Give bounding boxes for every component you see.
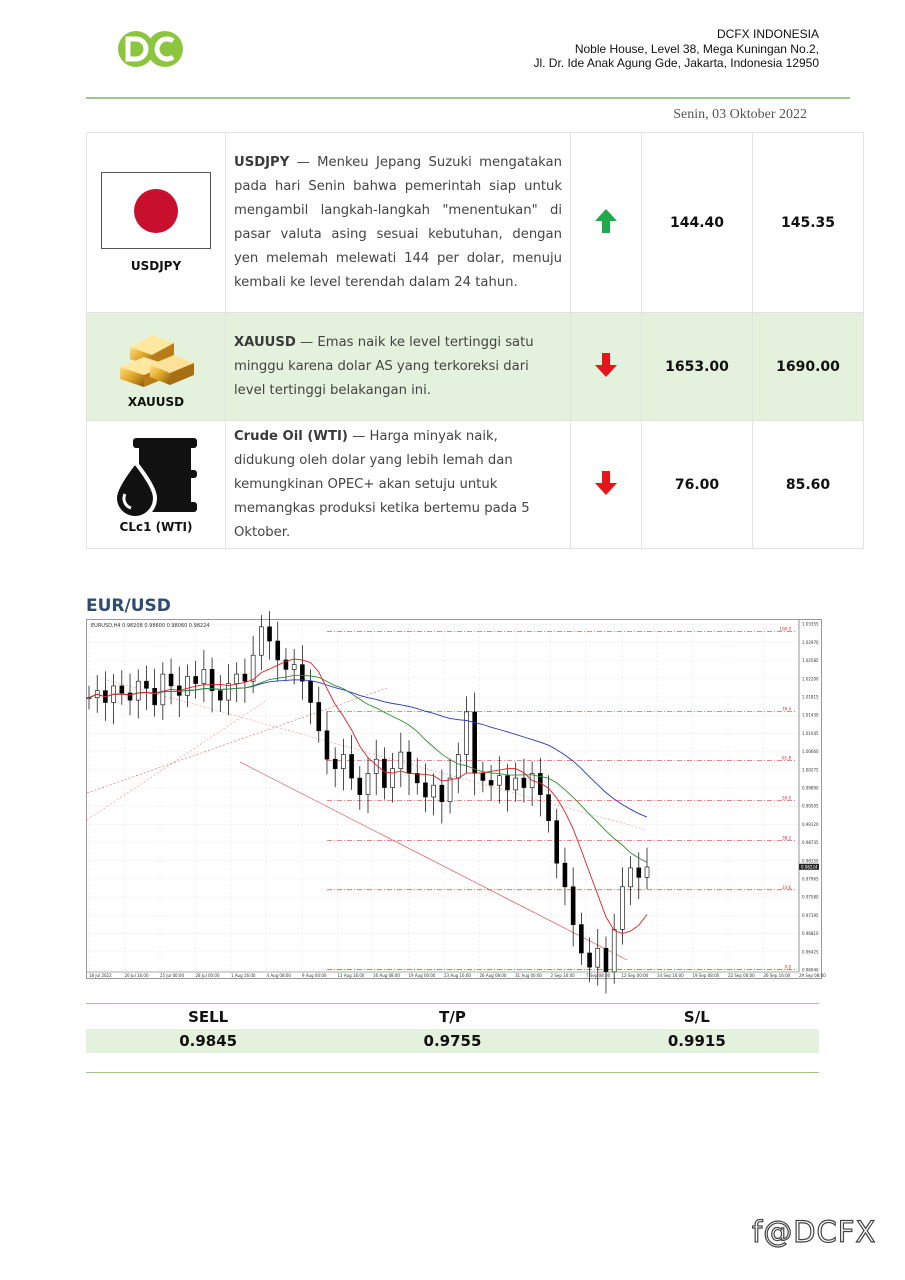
candle-body [153,688,157,705]
level-2: 145.35 [753,133,864,313]
tp-value: 0.9755 [330,1029,574,1053]
commentary-text: — Harga minyak naik, didukung oleh dolar yang lebih lemah dan kemungkinan OPEC+ akan setuju untuk memangkas produksi ketika bertemu pada 5 Oktober. [234,428,530,540]
candle-body [87,698,91,699]
candle-body [448,778,452,802]
candle-body [161,674,165,705]
candle-body [440,785,444,802]
y-tick-label: 0.97580 [802,894,819,900]
candle-body [588,953,592,967]
level-1: 144.40 [642,133,753,313]
x-tick-label: 2 Sep 16:00 [550,973,575,978]
candle-body [341,754,345,768]
x-tick-label: 22 Sep 00:00 [728,973,755,978]
oil-barrel-icon [111,436,201,518]
candle-body [210,669,214,690]
x-tick-label: 20 Jul 16:00 [124,973,149,978]
candle-body [555,821,559,864]
arrow-down-icon [594,352,618,378]
y-tick-label: 0.97195 [802,912,819,918]
y-tick-label: 1.00275 [802,767,819,773]
instrument-commentary [226,133,571,313]
candle-body [169,674,173,686]
candle-body [579,925,583,953]
gold-bars-icon [116,325,196,389]
candle-body [489,780,493,785]
candle-body [251,655,255,681]
candle-body [645,867,649,877]
candle-body [128,693,132,700]
candle-body [300,665,304,682]
candle-body [571,887,575,925]
candle-body [407,752,411,773]
trend-line [87,688,387,793]
chart-header: EURUSD,H4 0.98208 0.98600 0.98060 0.98224 [91,623,210,629]
instrument-symbol: XAUUSD [127,394,185,409]
report-date: Senin, 03 Oktober 2022 [673,107,807,122]
x-tick-label: 29 Sep 08:00 [799,973,826,978]
table-row [87,133,864,313]
candle-body [563,863,567,887]
table-row [87,313,864,421]
x-tick-label: 12 Sep 00:00 [621,973,649,978]
arrow-up-icon [594,208,618,234]
trend-line [107,680,647,830]
candle-body [366,773,370,794]
candle-body [547,795,551,821]
y-tick-label: 0.98735 [802,840,819,846]
japan-flag-icon [101,172,211,249]
candle-body [259,627,263,655]
candle-body [309,681,313,702]
x-tick-label: 7 Sep 08:00 [586,973,611,978]
company-name: DCFX INDONESIA [716,27,819,41]
candle-body [604,948,608,972]
candle-body [522,778,526,787]
instrument-commentary [226,421,571,549]
fib-label: 38.2 [782,835,791,841]
x-tick-label: 16 Aug 08:00 [373,973,400,978]
candle-body [120,686,124,693]
candle-body [144,681,148,688]
y-tick-label: 0.97965 [802,876,819,882]
y-tick-label: 0.96040 [802,967,819,973]
x-tick-label: 23 Aug 16:00 [444,973,471,978]
header-divider [86,97,850,99]
y-tick-label: 0.96425 [802,949,819,955]
sell-header: SELL [188,1008,229,1026]
fib-label: 0.0 [784,964,791,970]
y-tick-label: 0.96810 [802,931,819,937]
x-tick-label: 26 Sep 16:00 [763,973,791,978]
candle-body [514,778,518,790]
level-2: 85.60 [753,421,864,549]
candle-body [432,785,436,797]
company-address [533,27,819,71]
candle-body [243,674,247,681]
candle-body [218,691,222,700]
candle-body [292,665,296,670]
y-tick-label: 1.03355 [802,621,819,627]
x-tick-label: 1 Aug 16:00 [231,973,256,978]
y-tick-label: 1.02585 [802,658,819,664]
arrow-down-icon [594,470,618,496]
candle-body [620,887,624,930]
x-tick-label: 19 Sep 08:00 [692,973,720,978]
y-tick-label: 1.01045 [802,730,819,736]
candle-body [276,641,280,660]
candle-body [317,702,321,730]
x-tick-label: 19 Aug 00:00 [408,973,436,978]
candle-body [391,769,395,788]
level-1: 76.00 [642,421,753,549]
candle-body [235,674,239,683]
candle-body [325,731,329,759]
section-title: EUR/USD [86,596,171,616]
y-tick-label: 1.00660 [802,749,819,755]
tp-header: T/P [439,1008,466,1026]
commentary-text: — Emas naik ke level tertinggi satu minggu karena dolar AS yang terkoreksi dari level tertinggi belakangan ini. [234,334,534,398]
address-line-1: Noble House, Level 38, Mega Kuningan No.2, [574,41,819,56]
y-tick-label: 1.02970 [802,639,819,645]
footer-brand: f@DCFX [752,1215,877,1249]
level-1: 1653.00 [642,313,753,421]
fib-label: 100.0 [779,626,791,632]
sl-value: 0.9915 [575,1029,819,1053]
trade-table-top-rule [86,1003,819,1004]
fib-label: 76.4 [782,706,791,712]
sell-value: 0.9845 [86,1029,330,1053]
instruments-table [86,132,864,549]
table-row [87,421,864,549]
candle-body [136,681,140,700]
candle-body [629,868,633,887]
x-tick-label: 26 Aug 08:00 [479,973,507,978]
candle-body [382,759,386,787]
direction-cell [571,133,642,313]
candle-body [333,759,337,768]
y-tick-label: 0.99120 [802,821,819,827]
candle-body [350,754,354,778]
candle-body [185,676,189,695]
candle-body [194,676,198,683]
x-tick-label: 14 Sep 16:00 [657,973,684,978]
instrument-title: USDJPY [234,154,290,170]
y-tick-label: 1.02200 [802,676,819,682]
y-tick-label: 1.01815 [802,694,819,700]
direction-cell [571,421,642,549]
trend-line [87,700,267,820]
direction-cell [571,313,642,421]
instrument-symbol: CLc1 (WTI) [119,519,193,534]
commentary-text: — Menkeu Jepang Suzuki mengatakan pada hari Senin bahwa pemerintah siap untuk mengambil langkah-langkah "menentukan" di pasar valuta asing sesuai kebutuhan, dengan yen melemah melewati 144 per dolar, menuju kembali ke level terendah dalam 24 tahun. [234,154,562,290]
instrument-title: Crude Oil (WTI) [234,428,348,444]
instrument-commentary [226,313,571,421]
instrument-icon-cell [87,421,226,549]
x-tick-label: 18 Jul 2022 [89,973,112,978]
x-tick-label: 25 Jul 00:00 [160,973,184,978]
y-tick-label: 1.01430 [802,712,819,718]
x-tick-label: 9 Aug 00:00 [302,973,327,978]
trade-values-row [86,1029,819,1053]
y-tick-label: 0.99505 [802,803,819,809]
candle-body [202,669,206,683]
x-tick-label: 28 Jul 00:00 [195,973,220,978]
candle-body [415,773,419,782]
eurusd-chart [86,619,826,979]
sl-header: S/L [683,1008,710,1026]
candle-body [358,778,362,795]
fib-label: 50.0 [782,795,791,801]
candle-body [268,627,272,641]
trade-table-bottom-rule [86,1072,819,1073]
candle-body [637,868,641,877]
candle-body [612,929,616,972]
candle-body [473,712,477,773]
trade-headers-row [86,1005,819,1029]
candle-body [456,754,460,778]
candle-body [423,783,427,797]
instrument-symbol: USDJPY [130,259,182,273]
candle-body [481,773,485,780]
trade-levels-table [86,1005,819,1053]
fib-label: 23.6 [782,884,791,890]
x-tick-label: 31 Aug 00:00 [515,973,542,978]
dcfx-logo [117,30,185,68]
x-tick-label: 11 Aug 16:00 [337,973,365,978]
candle-body [464,712,468,755]
y-tick-label: 0.98350 [802,858,819,864]
candle-body [497,776,501,785]
candle-body [596,948,600,967]
y-tick-label: 0.99890 [802,785,819,791]
address-line-2: Jl. Dr. Ide Anak Agung Gde, Jakarta, Indonesia 12950 [533,56,819,70]
candle-body [506,776,510,790]
price-tag-label: 0.98224 [801,864,818,870]
candle-body [399,752,403,769]
fib-label: 61.8 [782,755,791,761]
instrument-icon-cell [87,313,226,421]
level-2: 1690.00 [753,313,864,421]
instrument-title: XAUUSD [234,334,296,350]
eurusd-chart-svg [87,620,826,978]
instrument-icon-cell [87,133,226,313]
x-tick-label: 4 Aug 08:00 [266,973,291,978]
